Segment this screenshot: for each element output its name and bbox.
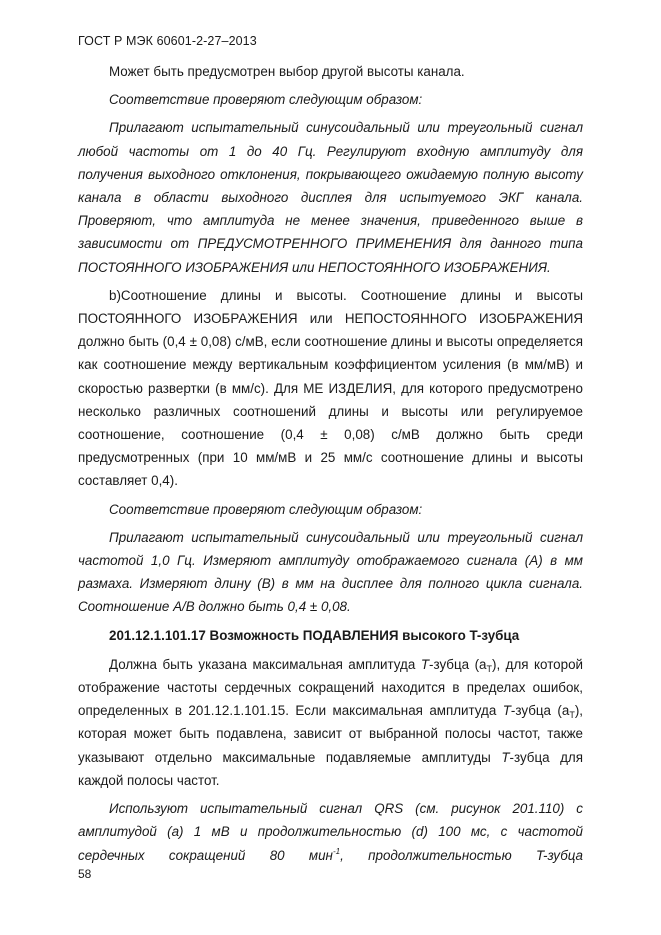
t-symbol: T <box>502 703 511 719</box>
paragraph-test-3 <box>78 797 583 867</box>
text-run: ), которая может быть подавлена, зависит от выбранной полосы частот, также указывают отдельно максимальные подавляемые амплитуды <box>78 703 583 765</box>
text-run: -зубца для каждой полосы частот. <box>78 749 583 788</box>
document-body <box>78 60 583 872</box>
text-run: -зубца (a <box>429 656 487 672</box>
paragraph-1: Может быть предусмотрен выбор другой высоты канала. <box>109 64 465 79</box>
paragraph-ratio: b)Соотношение длины и высоты. Соотношение длины и высоты ПОСТОЯННОГО ИЗОБРАЖЕНИЯ или НЕПОСТОЯННОГО ИЗОБРАЖЕНИЯ должно быть (0,4 ± 0,08) с/мВ, если соотношение длины и высоты определяется как соотношение между вертикальным коэффициентом усиления (в мм/мВ) и скоростью развертки (в мм/с). Для МЕ ИЗДЕЛИЯ, для которого предусмотрено несколько различных соотношений длины и высоты или регулируемое соотношение, соотношение (0,4 ± 0,08) с/мВ должно быть среди предусмотренных (при 10 мм/мВ и 25 мм/с соотношение длины и высоты составляет 0,4). <box>78 287 583 489</box>
subscript-t: T <box>486 663 492 674</box>
section-heading: 201.12.1.101.17 Возможность ПОДАВЛЕНИЯ высокого T-зубца <box>109 627 520 643</box>
t-symbol: T <box>420 656 429 672</box>
text-run: Должна быть указана максимальная амплитуда <box>109 656 421 672</box>
document-header: ГОСТ Р МЭК 60601-2-27–2013 <box>78 34 257 48</box>
compliance-check-2: Соответствие проверяют следующим образом: <box>109 501 423 517</box>
text-run: -зубца (a <box>510 703 570 719</box>
t-symbol: T <box>501 749 510 765</box>
paragraph-test-1: Прилагают испытательный синусоидальный или треугольный сигнал любой частоты от 1 до 40 Гц. Регулируют входную амплитуду для получения выходного отклонения, покрывающего ожидаемую полную высоту канала в области выходного дисплея для испытуемого ЭКГ канала. Проверяют, что амплитуда не менее значения, приведенного выше в зависимости от ПРЕДУСМОТРЕННОГО ПРИМЕНЕНИЯ для данного типа ПОСТОЯННОГО ИЗОБРАЖЕНИЯ или НЕПОСТОЯННОГО ИЗОБРАЖЕНИЯ. <box>78 120 583 275</box>
text-run: , продолжительностью T-зубца <box>340 847 583 863</box>
paragraph-t-wave <box>78 653 583 792</box>
superscript-minus-one: -1 <box>332 846 341 856</box>
text-run: ), для которой отображение частоты сердечных сокращений находится в пределах ошибок, определенных в 201.12.1.101.15. Если максимальная амплитуда <box>78 656 583 719</box>
compliance-check-1: Соответствие проверяют следующим образом: <box>109 92 423 108</box>
subscript-t: T <box>569 710 575 721</box>
paragraph-test-2: Прилагают испытательный синусоидальный или треугольный сигнал частотой 1,0 Гц. Измеряют амплитуду отображаемого сигнала (А) в мм размаха. Измеряют длину (В) в мм на дисплее для полного цикла сигнала. Соотношение А/В должно быть 0,4 ± 0,08. <box>78 529 583 615</box>
page-number: 58 <box>78 867 92 881</box>
text-run: Используют испытательный сигнал QRS (см. рисунок 201.110) с амплитудой (a) 1 мВ и продолжительностью (d) 100 мс, с частотой сердечных сокращений 80 мин <box>78 801 583 863</box>
